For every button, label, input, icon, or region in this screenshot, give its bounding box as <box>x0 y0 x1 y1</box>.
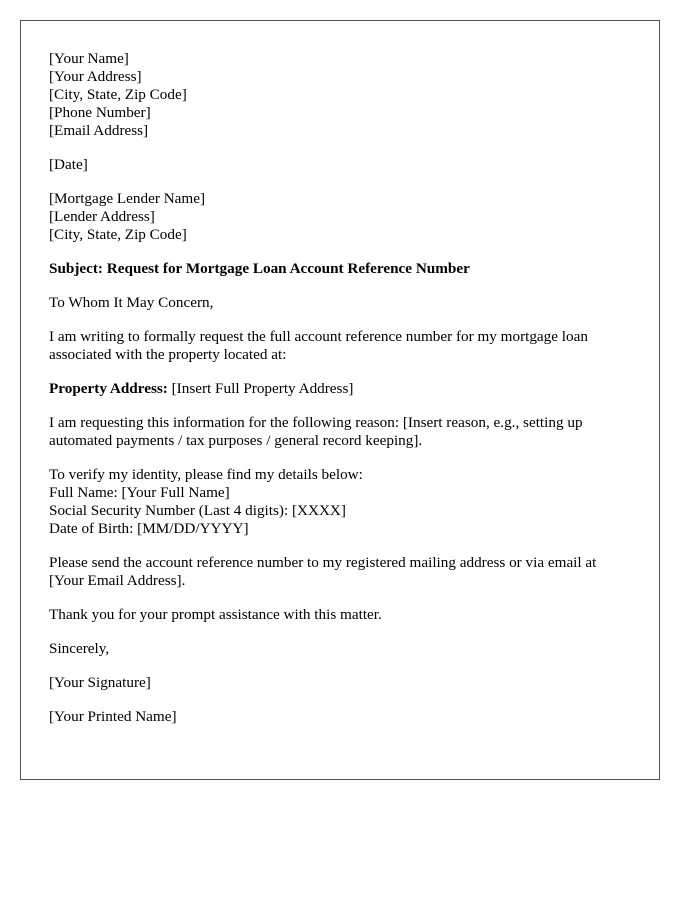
sender-phone: [Phone Number] <box>49 104 151 121</box>
subject-line: Subject: Request for Mortgage Loan Account Reference Number <box>49 260 470 277</box>
sender-city-state-zip: [City, State, Zip Code] <box>49 86 187 103</box>
lender-city-state-zip: [City, State, Zip Code] <box>49 226 187 243</box>
printed-name-placeholder: [Your Printed Name] <box>49 708 177 725</box>
closing: Sincerely, <box>49 640 110 657</box>
thanks-paragraph: Thank you for your prompt assistance with this matter. <box>49 606 382 623</box>
date-block <box>49 156 631 174</box>
intro-paragraph: I am writing to formally request the full account reference number for my mortgage loan associated with the property located at: <box>49 328 588 363</box>
sender-address: [Your Address] <box>49 68 142 85</box>
recipient-block <box>49 190 631 244</box>
letter-document <box>20 20 660 780</box>
verification-ssn: Social Security Number (Last 4 digits): [XXXX] <box>49 502 346 519</box>
sender-block <box>49 50 631 140</box>
lender-name: [Mortgage Lender Name] <box>49 190 206 207</box>
sender-name: [Your Name] <box>49 50 129 67</box>
verification-dob: Date of Birth: [MM/DD/YYYY] <box>49 520 249 537</box>
salutation: To Whom It May Concern, <box>49 294 214 311</box>
send-request-paragraph: Please send the account reference number to my registered mailing address or via email at [Your Email Address]. <box>49 554 597 589</box>
verification-intro: To verify my identity, please find my details below: <box>49 466 363 483</box>
reason-paragraph: I am requesting this information for the following reason: [Insert reason, e.g., setting up automated payments / tax purposes / general record keeping]. <box>49 414 583 449</box>
signature-placeholder: [Your Signature] <box>49 674 151 691</box>
verification-full-name: Full Name: [Your Full Name] <box>49 484 230 501</box>
letter-date: [Date] <box>49 156 88 173</box>
property-address-line <box>49 380 631 398</box>
property-address-value: [Insert Full Property Address] <box>167 380 354 397</box>
lender-address: [Lender Address] <box>49 208 155 225</box>
verification-block <box>49 466 631 538</box>
sender-email: [Email Address] <box>49 122 149 139</box>
property-address-label: Property Address: <box>49 380 168 397</box>
